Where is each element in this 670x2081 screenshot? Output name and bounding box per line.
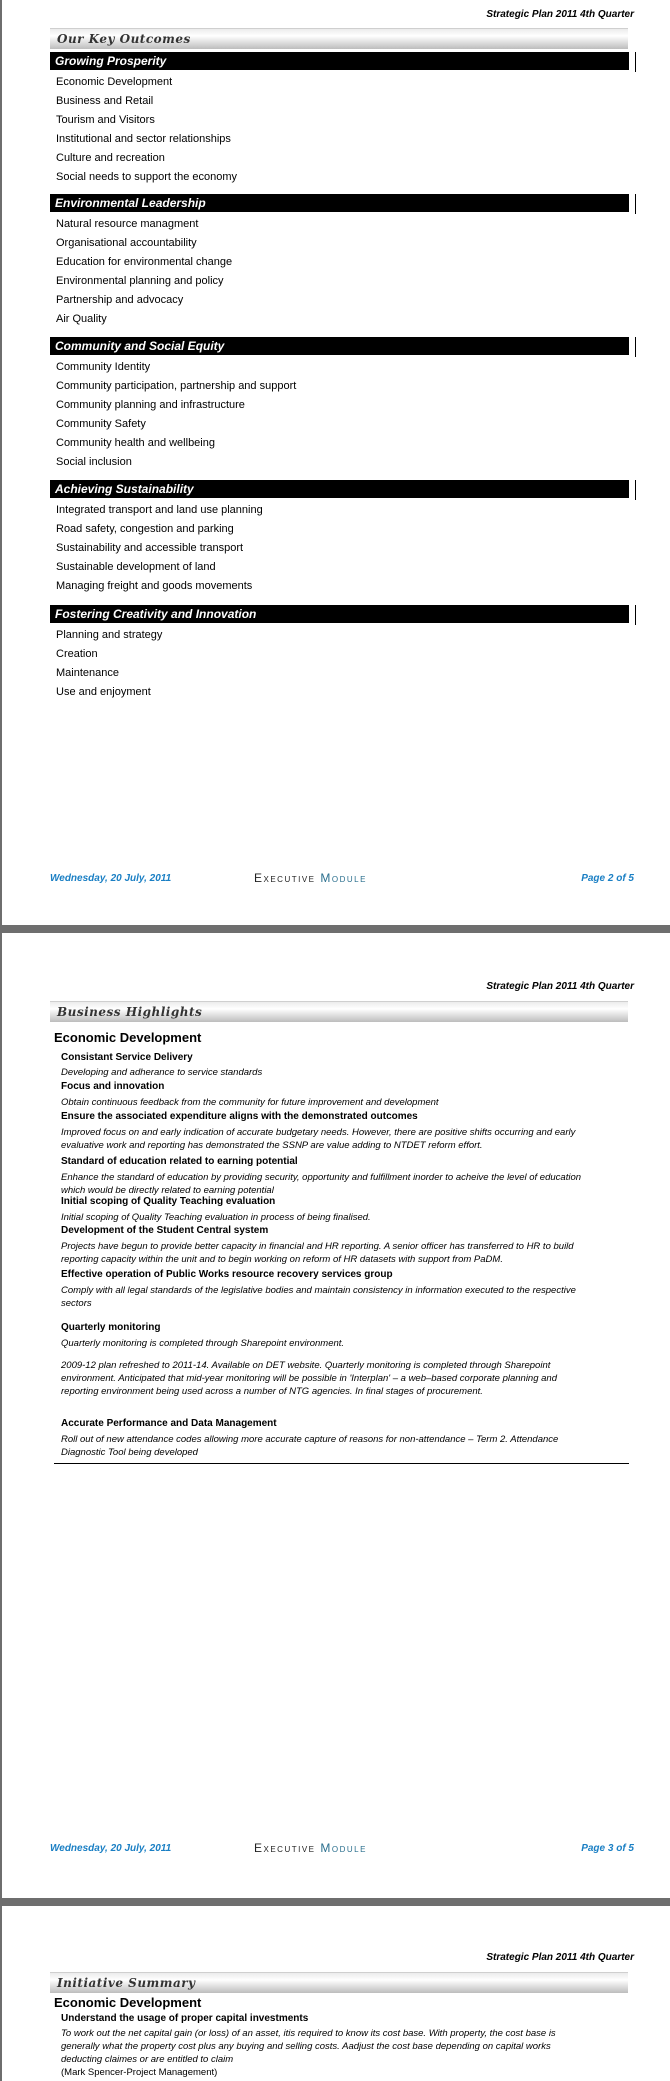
outcome-item: Business and Retail xyxy=(56,95,154,107)
outcome-item: Community Identity xyxy=(56,361,151,373)
highlight-text: Improved focus on and early indication of accurate budgetary needs. However, there are positive shifts occurring and early evaluative work and reporting has demonstrated the SSNP are value adding to NTDET reform effort. xyxy=(61,1127,576,1151)
footer-date: Wednesday, 20 July, 2011 xyxy=(50,873,172,884)
outcome-item: Economic Development xyxy=(56,76,173,88)
highlight-title: Effective operation of Public Works resource recovery services group xyxy=(61,1269,393,1280)
highlight-text: Roll out of new attendance codes allowing more accurate capture of reasons for non-attendance – Term 2. Attendance Diagnostic Tool being developed xyxy=(61,1434,559,1458)
highlight-text: Projects have begun to provide better capacity in financial and HR reporting. A senior officer has transferred to HR to build reporting capacity within the unit and to begin working on reform of HR datasets with support from PaDM. xyxy=(61,1241,574,1265)
highlight-title: Consistant Service Delivery xyxy=(61,1052,193,1063)
initiative-text: To work out the net capital gain (or loss) of an asset, itis required to know its cost base. With property, the cost base is generally what the property cost plus any buying and selling costs. Aadjust the cost base depending on capital works deducting claimes or are entitled to claim xyxy=(61,2028,556,2065)
module-word-2: Module xyxy=(320,1841,367,1855)
outcome-item: Air Quality xyxy=(56,313,107,325)
outcome-item: Maintenance xyxy=(56,667,119,679)
outcome-item: Community Safety xyxy=(56,418,146,430)
band-title: Business Highlights xyxy=(57,1005,203,1019)
module-word-1: Executive xyxy=(254,1841,321,1855)
outcome-item: Community participation, partnership and support xyxy=(56,380,297,392)
outcome-item: Community planning and infrastructure xyxy=(56,399,245,411)
outcome-item: Use and enjoyment xyxy=(56,686,151,698)
highlight-text: Developing and adherance to service standards xyxy=(61,1067,263,1078)
header-plan-title: Strategic Plan 2011 4th Quarter xyxy=(486,9,634,20)
outcome-section-title: Achieving Sustainability xyxy=(55,482,194,496)
outcome-item: Sustainable development of land xyxy=(56,561,216,573)
highlight-text: Enhance the standard of education by providing security, opportunity and fulfillment inorder to acheive the level of education which would be directly related to earning potential xyxy=(61,1172,582,1196)
outcome-item: Education for environmental change xyxy=(56,256,233,268)
outcome-section-title: Environmental Leadership xyxy=(55,196,206,210)
outcome-section-header xyxy=(50,52,631,70)
highlight-text: Obtain continuous feedback from the community for future improvement and development xyxy=(61,1097,439,1108)
outcome-section-title: Community and Social Equity xyxy=(55,339,225,353)
section-heading: Economic Development xyxy=(54,1030,202,1045)
outcome-item: Tourism and Visitors xyxy=(56,114,155,126)
outcome-item: Integrated transport and land use planning xyxy=(56,504,263,516)
outcome-section-header xyxy=(50,605,631,623)
outcome-item: Social needs to support the economy xyxy=(56,171,238,183)
outcome-section-header xyxy=(50,480,631,498)
outcome-section-header xyxy=(50,337,631,355)
highlight-text: Quarterly monitoring is completed through Sharepoint environment. xyxy=(61,1338,345,1349)
left-border xyxy=(0,0,2,2081)
outcome-item: Social inclusion xyxy=(56,456,132,468)
highlight-title: Focus and innovation xyxy=(61,1081,165,1092)
highlight-text: Initial scoping of Quality Teaching evaluation in process of being finalised. xyxy=(61,1212,371,1223)
highlight-title: Standard of education related to earning potential xyxy=(61,1156,298,1167)
footer-date: Wednesday, 20 July, 2011 xyxy=(50,1843,172,1854)
highlight-title: Development of the Student Central system xyxy=(61,1225,269,1236)
page-separator xyxy=(0,1898,670,1906)
header-plan-title: Strategic Plan 2011 4th Quarter xyxy=(486,1952,634,1963)
initiative-title: Understand the usage of proper capital investments xyxy=(61,2013,309,2024)
footer-page-number: Page 2 of 5 xyxy=(581,873,634,884)
outcome-item: Community health and wellbeing xyxy=(56,437,215,449)
band-title: Initiative Summary xyxy=(57,1976,196,1990)
footer-module xyxy=(254,871,367,885)
outcome-item: Culture and recreation xyxy=(56,152,165,164)
highlight-title: Ensure the associated expenditure aligns with the demonstrated outcomes xyxy=(61,1111,418,1122)
footer-module xyxy=(254,1841,367,1855)
outcome-item: Partnership and advocacy xyxy=(56,294,184,306)
section-rule xyxy=(54,1463,629,1464)
section-heading: Economic Development xyxy=(54,1995,202,2010)
key-outcomes-band xyxy=(50,28,628,49)
outcome-item: Sustainability and accessible transport xyxy=(56,542,244,554)
highlight-text: Comply with all legal standards of the legislative bodies and maintain consistency in information executed to the respective sectors xyxy=(61,1285,576,1309)
outcome-section-header xyxy=(50,194,631,212)
outcome-item: Road safety, congestion and parking xyxy=(56,523,234,535)
outcome-item: Environmental planning and policy xyxy=(56,275,224,287)
module-word-2: Module xyxy=(320,871,367,885)
business-highlights-band xyxy=(50,1001,628,1022)
footer-page-number: Page 3 of 5 xyxy=(581,1843,634,1854)
highlight-extra-text: 2009-12 plan refreshed to 2011-14. Available on DET website. Quarterly monitoring is completed through Sharepoint environment. Anticipated that mid-year monitoring will be possible in 'Interplan' – a web–based corporate planning and reporting environment being used across a number of NTG agencies. In final stages of procurement. xyxy=(61,1360,557,1397)
outcome-item: Institutional and sector relationships xyxy=(56,133,231,145)
header-plan-title: Strategic Plan 2011 4th Quarter xyxy=(486,981,634,992)
band-title: Our Key Outcomes xyxy=(57,32,191,46)
outcome-item: Planning and strategy xyxy=(56,629,163,641)
highlight-title: Initial scoping of Quality Teaching evaluation xyxy=(61,1196,276,1207)
outcome-section-title: Growing Prosperity xyxy=(55,54,167,68)
page-separator xyxy=(0,925,670,933)
highlight-title: Quarterly monitoring xyxy=(61,1322,161,1333)
initiative-note: (Mark Spencer-Project Management) xyxy=(61,2067,218,2078)
outcome-item: Natural resource managment xyxy=(56,218,199,230)
outcome-item: Organisational accountability xyxy=(56,237,197,249)
initiative-summary-band xyxy=(50,1972,628,1993)
outcome-item: Managing freight and goods movements xyxy=(56,580,253,592)
outcome-item: Creation xyxy=(56,648,98,660)
outcome-section-title: Fostering Creativity and Innovation xyxy=(55,607,257,621)
highlight-title: Accurate Performance and Data Management xyxy=(61,1418,277,1429)
module-word-1: Executive xyxy=(254,871,321,885)
